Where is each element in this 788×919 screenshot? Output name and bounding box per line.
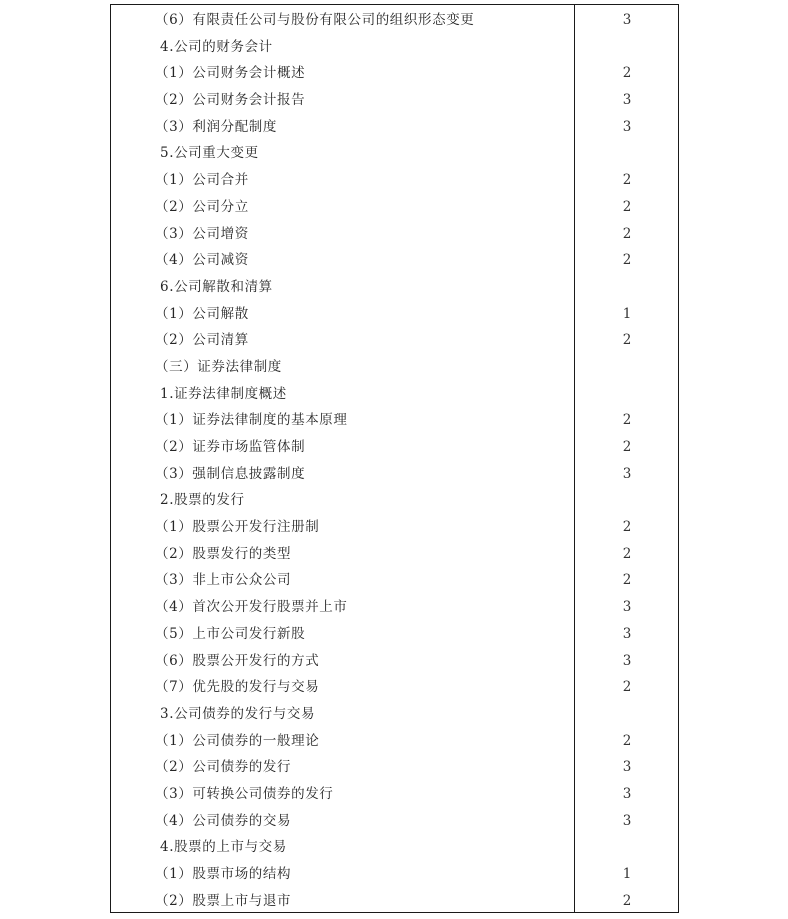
row-label: （1）公司财务会计概述 (155, 65, 306, 82)
table-row (111, 834, 678, 861)
row-label: （3）利润分配制度 (155, 118, 277, 135)
row-score: 3 (622, 118, 632, 135)
row-label: （1）公司解散 (155, 305, 249, 322)
row-score: 2 (622, 172, 632, 189)
row-score: 3 (622, 812, 632, 829)
row-score: 2 (622, 198, 632, 215)
row-label: （2）公司分立 (155, 198, 249, 215)
row-score: 2 (622, 892, 632, 909)
table-row (111, 781, 678, 808)
table-row (111, 701, 678, 728)
table-rows (111, 7, 678, 914)
row-label: （6）股票公开发行的方式 (155, 652, 320, 669)
row-score: 2 (622, 572, 632, 589)
table-row (111, 274, 678, 301)
table-row (111, 167, 678, 194)
table-row (111, 567, 678, 594)
row-label: （7）优先股的发行与交易 (155, 679, 320, 696)
row-score: 2 (622, 65, 632, 82)
row-score: 3 (622, 465, 632, 482)
row-score: 3 (622, 599, 632, 616)
row-label: （1）公司债券的一般理论 (155, 732, 320, 749)
table-row (111, 114, 678, 141)
table-row (111, 140, 678, 167)
table-row (111, 594, 678, 621)
table-row (111, 888, 678, 915)
row-label: （3）非上市公众公司 (155, 572, 292, 589)
row-score: 2 (622, 439, 632, 455)
row-score: 2 (622, 252, 632, 269)
row-label: （2）股票上市与退市 (155, 892, 292, 909)
table-row (111, 247, 678, 274)
row-label: （2）公司清算 (155, 332, 249, 349)
row-score: 1 (622, 866, 632, 882)
table-row (111, 541, 678, 568)
table-row (111, 461, 678, 488)
row-score: 2 (622, 545, 632, 562)
row-score: 3 (622, 759, 632, 776)
table-row (111, 381, 678, 408)
row-label: 3.公司债券的发行与交易 (160, 705, 316, 722)
table-row (111, 194, 678, 221)
row-score: 3 (622, 625, 632, 642)
row-label: （6）有限责任公司与股份有限公司的组织形态变更 (155, 12, 475, 28)
table-row (111, 60, 678, 87)
row-score: 3 (622, 12, 632, 28)
table-row (111, 648, 678, 675)
row-label: （5）上市公司发行新股 (155, 625, 306, 642)
table-row (111, 354, 678, 381)
table-row (111, 487, 678, 514)
row-label: （1）证券法律制度的基本原理 (155, 412, 348, 429)
row-label: （4）公司减资 (155, 252, 249, 269)
row-score: 3 (622, 785, 632, 802)
row-label: 2.股票的发行 (160, 492, 245, 509)
row-label: 5.公司重大变更 (160, 145, 259, 162)
table-row (111, 861, 678, 888)
row-label: （2）证券市场监管体制 (155, 439, 306, 455)
row-score: 3 (622, 652, 632, 669)
row-label: （4）首次公开发行股票并上市 (155, 599, 348, 616)
row-score: 1 (622, 305, 632, 322)
table-row (111, 221, 678, 248)
table-row (111, 327, 678, 354)
table-row (111, 301, 678, 328)
syllabus-table (110, 4, 679, 913)
row-label: （3）强制信息披露制度 (155, 465, 306, 482)
row-score: 2 (622, 519, 632, 536)
table-row (111, 34, 678, 61)
row-score: 2 (622, 732, 632, 749)
row-label: （4）公司债券的交易 (155, 812, 292, 829)
row-label: 1.证券法律制度概述 (160, 385, 287, 402)
table-row (111, 407, 678, 434)
table-row (111, 808, 678, 835)
table-row (111, 434, 678, 461)
row-score: 2 (622, 679, 632, 696)
row-label: （3）可转换公司债券的发行 (155, 785, 334, 802)
row-score: 2 (622, 332, 632, 349)
table-row (111, 754, 678, 781)
table-row (111, 7, 678, 34)
table-row (111, 514, 678, 541)
table-row (111, 728, 678, 755)
row-score: 2 (622, 412, 632, 429)
row-label: （1）股票公开发行注册制 (155, 519, 320, 536)
row-label: （1）公司合并 (155, 172, 249, 189)
table-row (111, 87, 678, 114)
row-label: （2）公司财务会计报告 (155, 92, 306, 109)
row-label: （2）公司债券的发行 (155, 759, 292, 776)
table-row (111, 621, 678, 648)
row-label: 4.公司的财务会计 (160, 38, 273, 55)
table-row (111, 674, 678, 701)
row-score: 2 (622, 225, 632, 242)
row-label: （3）公司增资 (155, 225, 249, 242)
row-label: （三）证券法律制度 (155, 358, 282, 375)
row-label: （2）股票发行的类型 (155, 545, 292, 562)
row-label: 4.股票的上市与交易 (160, 839, 287, 856)
row-label: 6.公司解散和清算 (160, 278, 273, 295)
row-label: （1）股票市场的结构 (155, 866, 292, 882)
row-score: 3 (622, 92, 632, 109)
